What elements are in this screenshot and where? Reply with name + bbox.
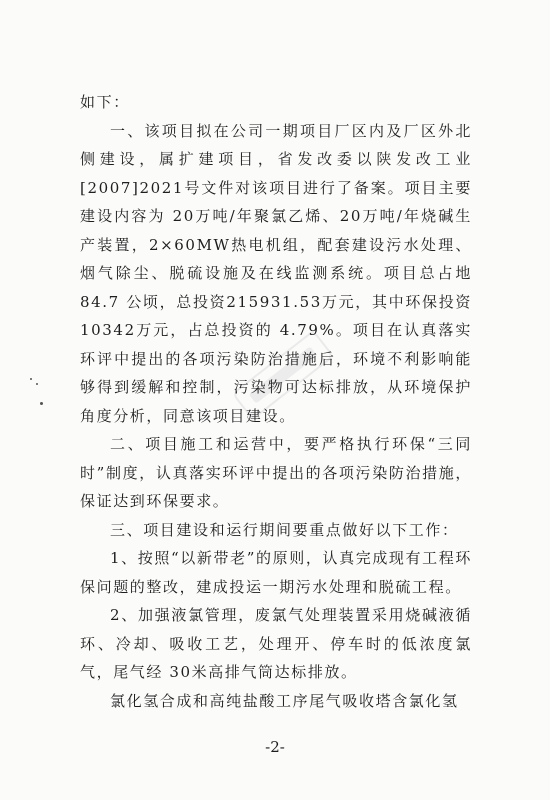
page-number: -2-	[265, 738, 285, 756]
paragraph-item-3: 三、项目建设和运行期间要重点做好以下工作：	[110, 520, 459, 539]
paragraph-subitem-1: 1、按照“以新带老”的原则，认真完成现有工程环保问题的整改，建成投运一期污水处理和脱硫工程。	[80, 549, 472, 596]
scan-speck	[36, 383, 38, 385]
scan-speck	[40, 402, 43, 405]
scan-speck	[30, 378, 32, 380]
document-body	[80, 88, 472, 715]
paragraph-continued: 氯化氢合成和高纯盐酸工序尾气吸收塔含氯化氢	[110, 691, 459, 710]
opening-line: 如下：	[80, 93, 130, 111]
paragraph-item-2: 二、项目施工和运营中，要严格执行环保“三同时”制度，认真落实环评中提出的各项污染防治措施，保证达到环保要求。	[80, 435, 472, 510]
paragraph-subitem-2: 2、加强液氯管理，废氯气处理装置采用烧碱液循环、冷却、吸收工艺，处理开、停车时的低浓度氯气，尾气经 30米高排气筒达标排放。	[80, 606, 472, 681]
paragraph-item-1: 一、该项目拟在公司一期项目厂区内及厂区外北侧建设，属扩建项目，省发改委以陕发改工业[2007]2021号文件对该项目进行了备案。项目主要建设内容为 20万吨/年聚氯乙烯、20万吨/年烧碱生产装置，2×60MW热电机组，配套建设污水处理、烟气除尘、脱硫设施及在线监测系统。项目总占地 84.7 公顷，总投资215931.53万元，其中环保投资10342万元，占总投资的 4.79%。项目在认真落实环评中提出的各项污染防治措施后，环境不利影响能够得到缓解和控制，污染物可达标排放，从环境保护角度分析，同意该项目建设。	[80, 121, 472, 425]
